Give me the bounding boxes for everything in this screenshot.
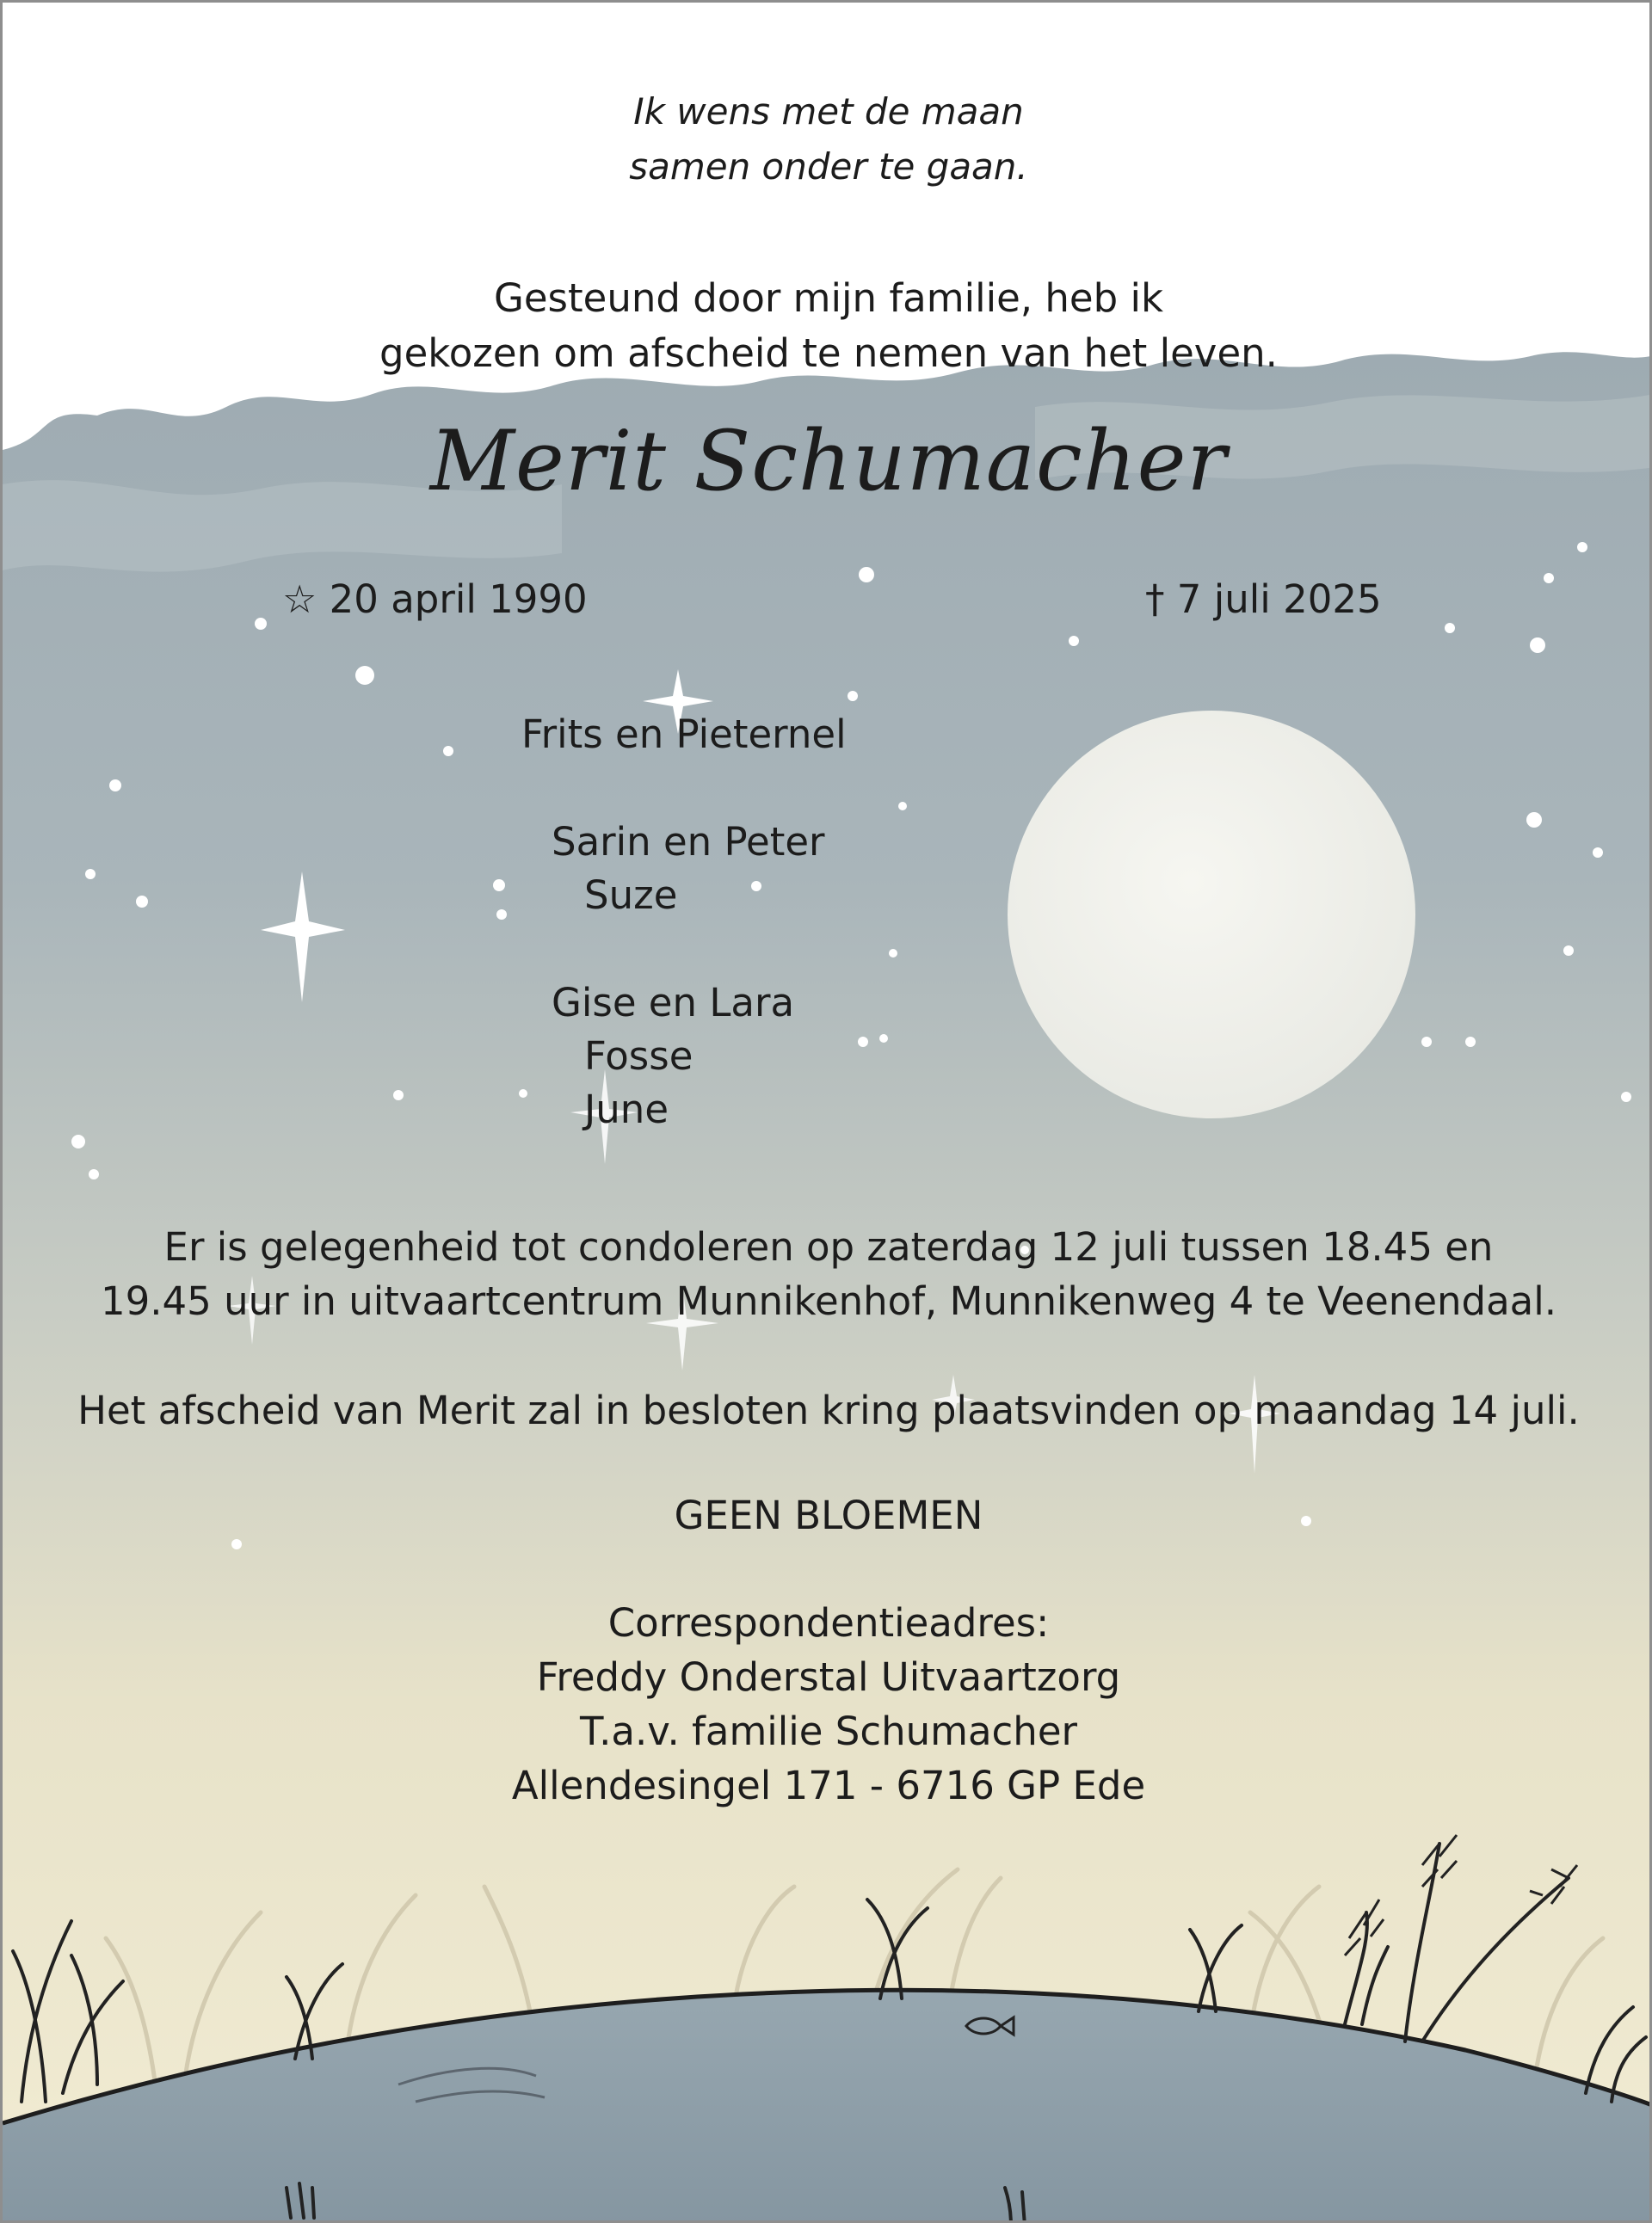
condolence-info bbox=[3, 1220, 1652, 1328]
family-member: Fosse bbox=[584, 1033, 693, 1079]
opening-quote bbox=[3, 84, 1652, 194]
moon bbox=[1008, 711, 1415, 1118]
address-line: Allendesingel 171 - 6716 GP Ede bbox=[511, 1763, 1146, 1808]
address-line: T.a.v. familie Schumacher bbox=[579, 1709, 1078, 1754]
condolence-line: Er is gelegenheid tot condoleren op zaterdag 12 juli tussen 18.45 en bbox=[163, 1224, 1494, 1270]
condolence-line: 19.45 uur in uitvaartcentrum Munnikenhof, Munnikenweg 4 te Veenendaal. bbox=[100, 1278, 1557, 1324]
family-member: Frits en Pieternel bbox=[521, 711, 847, 757]
birth-date: ☆ 20 april 1990 bbox=[282, 576, 588, 622]
correspondence-address bbox=[3, 1596, 1652, 1813]
quote-line: Ik wens met de maan bbox=[633, 90, 1024, 132]
address-line: Correspondentieadres: bbox=[607, 1600, 1050, 1646]
deceased-name: Merit Schumacher bbox=[429, 413, 1228, 509]
family-member: Sarin en Peter bbox=[552, 819, 825, 865]
family-member: Gise en Lara bbox=[552, 980, 795, 1025]
family-member: Suze bbox=[584, 872, 678, 918]
no-flowers-notice: GEEN BLOEMEN bbox=[674, 1493, 983, 1538]
intro-line: Gesteund door mijn familie, heb ik bbox=[493, 275, 1164, 321]
quote-line: samen onder te gaan. bbox=[629, 145, 1028, 188]
intro-line: gekozen om afscheid te nemen van het leven. bbox=[379, 330, 1278, 376]
intro-text bbox=[3, 271, 1652, 381]
farewell-info: Het afscheid van Merit zal in besloten kring plaatsvinden op maandag 14 juli. bbox=[77, 1388, 1580, 1433]
death-date: † 7 juli 2025 bbox=[1145, 576, 1382, 622]
address-line: Freddy Onderstal Uitvaartzorg bbox=[536, 1654, 1121, 1700]
family-member: June bbox=[584, 1087, 669, 1132]
